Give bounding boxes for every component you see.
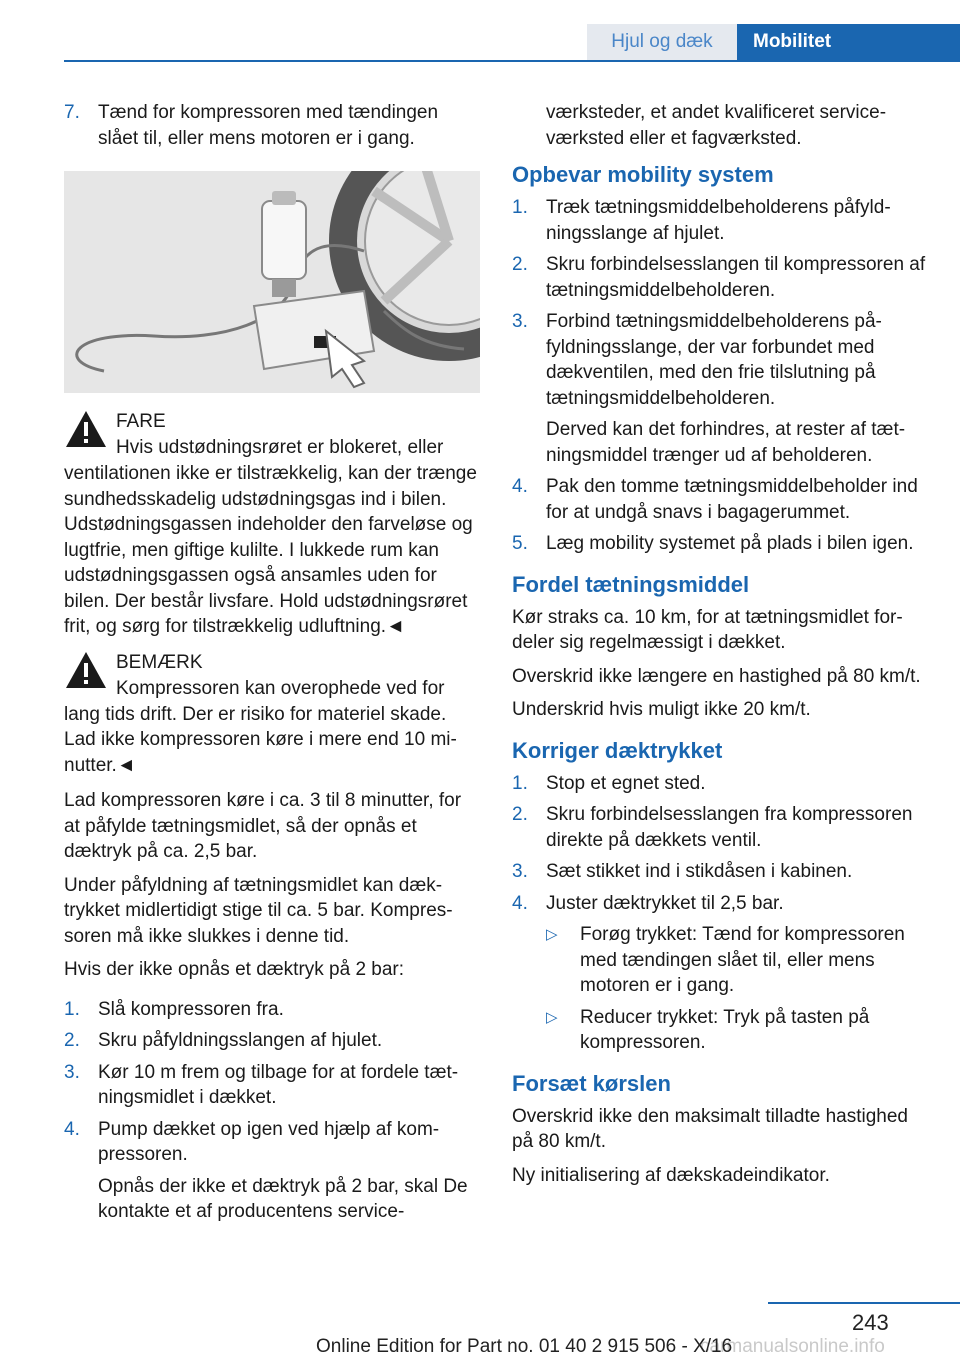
paragraph: Ny initialisering af dækskadeindikator. bbox=[512, 1164, 830, 1186]
step-text: Skru forbindelsesslangen til kompressoren af tætningsmiddelbeholderen. bbox=[546, 254, 926, 301]
warning-text: lang tids drift. Der er risiko for materiel skade. Lad ikke kompressoren køre i mere end 10 minutter.◄ bbox=[64, 703, 457, 776]
section-heading: Opbevar mobility system bbox=[512, 162, 774, 187]
warning-text-first: Hvis udstødningsrøret er blokeret, eller bbox=[116, 437, 444, 458]
step-text: Stop et egnet sted. bbox=[546, 772, 706, 794]
warning-title: FARE bbox=[116, 411, 166, 432]
section-heading: Korriger dæktrykket bbox=[512, 737, 723, 763]
triangle-right-icon: ▷ bbox=[546, 1008, 558, 1026]
edition-footer: Online Edition for Part no. 01 40 2 915 506 - X/16 bbox=[316, 1336, 733, 1357]
compressor-illustration bbox=[64, 171, 480, 393]
section-heading: Fordel tætningsmiddel bbox=[512, 571, 750, 597]
paragraph: Kør straks ca. 10 km, for at tætningsmidlet fordeler sig regelmæssigt i dækket. bbox=[512, 606, 903, 653]
step-note: Opnås der ikke et dæktryk på 2 bar, skal De kontakte et af producentens service- bbox=[98, 1175, 468, 1222]
list-item bbox=[512, 891, 928, 917]
step-number: 3. bbox=[64, 1061, 80, 1083]
warning-title: BEMÆRK bbox=[116, 651, 203, 673]
list-item bbox=[512, 802, 928, 853]
compressor-figure bbox=[64, 171, 480, 393]
page-header bbox=[0, 0, 960, 62]
step-number: 2. bbox=[512, 254, 528, 275]
sub-list-item bbox=[546, 1005, 928, 1056]
step-text: Pump dækket op igen ved hjælp af kompressoren. bbox=[98, 1118, 440, 1165]
triangle-right-icon: ▷ bbox=[546, 926, 558, 943]
list-item bbox=[512, 531, 928, 557]
list-item bbox=[512, 771, 928, 797]
warning-box-notice bbox=[64, 650, 482, 779]
paragraph: Under påfyldning af tætningsmidlet kan dæktrykket midlertidigt stige til ca. 5 bar. Kompressoren må ikke slukkes i denne tid. bbox=[64, 874, 453, 947]
list-item bbox=[512, 859, 928, 885]
list-item bbox=[512, 195, 928, 246]
list-item bbox=[512, 252, 928, 303]
sub-list-item bbox=[546, 922, 928, 999]
step-text: Kør 10 m frem og tilbage for at fordele tætningsmidlet i dækket. bbox=[98, 1061, 459, 1108]
continued-text: værksteder, et andet kvalificeret serviceværksted eller et fagværksted. bbox=[546, 102, 887, 149]
list-item bbox=[512, 474, 928, 525]
step-text: Tænd for kompressoren med tændingen slået til, eller mens motoren er i gang. bbox=[98, 102, 439, 149]
step-text: Slå kompressoren fra. bbox=[98, 998, 284, 1020]
list-item bbox=[512, 309, 928, 411]
list-item bbox=[64, 997, 482, 1023]
step-number: 7. bbox=[64, 102, 80, 123]
sub-item-text: Forøg trykket: Tænd for kompressoren med tændingen slået til, eller mens motoren er i gang. bbox=[580, 924, 905, 996]
list-item bbox=[64, 100, 482, 151]
header-rule bbox=[64, 60, 960, 62]
step-number: 4. bbox=[512, 892, 528, 914]
sub-item-text: Reducer trykket: Tryk på tasten på kompressoren. bbox=[580, 1006, 870, 1053]
step-note: Derved kan det forhindres, at rester af tætningsmiddel trænger ud af beholderen. bbox=[546, 419, 906, 466]
warning-text: ventilationen ikke er tilstrækkelig, kan der trænge sundhedsskadelig udstødningsgas ind i bilen. Udstødningsgassen indeholder den farveløse og lugtfrie, men giftige kulilte. I lukkede rum kan udstødningsgassen også ansamles uden for bilen. Der består livsfare. Hold udstødningsrøret frit, og sørg for tilstrækkelig udluftning.◄ bbox=[64, 463, 477, 637]
right-column bbox=[512, 100, 928, 1196]
step-number: 4. bbox=[512, 476, 528, 497]
paragraph: Overskrid ikke længere en hastighed på 80 km/t. bbox=[512, 665, 921, 687]
paragraph: Overskrid ikke den maksimalt tilladte hastighed på 80 km/t. bbox=[512, 1105, 909, 1152]
step-text: Læg mobility systemet på plads i bilen igen. bbox=[546, 533, 914, 554]
step-text: Træk tætningsmiddelbeholderens påfyldningsslange af hjulet. bbox=[546, 197, 891, 244]
section-tab-wheels-tyres[interactable]: Hjul og dæk bbox=[587, 24, 737, 60]
step-text: Juster dæktrykket til 2,5 bar. bbox=[546, 892, 784, 914]
section-tab-mobility[interactable]: Mobilitet bbox=[737, 24, 960, 60]
step-number: 3. bbox=[512, 311, 528, 332]
left-column bbox=[64, 100, 482, 1231]
step-number: 2. bbox=[64, 1030, 80, 1051]
warning-box-danger bbox=[64, 409, 482, 640]
warning-triangle-icon bbox=[64, 650, 108, 690]
warning-triangle-icon bbox=[64, 409, 108, 449]
paragraph: Underskrid hvis muligt ikke 20 km/t. bbox=[512, 699, 811, 720]
step-text: Forbind tætningsmiddelbeholderens påfyldningsslange, der var forbundet med dækventilen, med den frie tilslutning på tætningsmiddelbeholderen. bbox=[546, 311, 882, 409]
list-item bbox=[64, 1060, 482, 1111]
list-item bbox=[64, 1028, 482, 1054]
paragraph: Hvis der ikke opnås et dæktryk på 2 bar: bbox=[64, 959, 405, 980]
step-number: 5. bbox=[512, 533, 528, 554]
step-number: 4. bbox=[64, 1118, 80, 1140]
paragraph: Lad kompressoren køre i ca. 3 til 8 minutter, for at påfylde tætningsmidlet, så der opnås et dæktryk på ca. 2,5 bar. bbox=[64, 790, 462, 862]
list-item bbox=[64, 1117, 482, 1168]
step-text: Skru forbindelsesslangen fra kompressoren direkte på dækkets ventil. bbox=[546, 804, 913, 851]
footer-rule bbox=[768, 1302, 960, 1304]
step-text: Pak den tomme tætningsmiddelbeholder ind for at undgå snavs i bagagerummet. bbox=[546, 476, 918, 523]
warning-text-first: Kompressoren kan overophede ved for bbox=[116, 677, 445, 699]
step-number: 1. bbox=[512, 772, 528, 794]
section-heading: Forsæt kørslen bbox=[512, 1070, 671, 1096]
watermark: carmanualsonline.info bbox=[700, 1336, 885, 1357]
step-number: 2. bbox=[512, 804, 528, 825]
page-number: 243 bbox=[852, 1310, 889, 1335]
step-number: 3. bbox=[512, 861, 528, 882]
step-text: Skru påfyldningsslangen af hjulet. bbox=[98, 1030, 383, 1051]
step-number: 1. bbox=[512, 197, 528, 218]
step-text: Sæt stikket ind i stikdåsen i kabinen. bbox=[546, 861, 853, 882]
step-number: 1. bbox=[64, 998, 80, 1020]
